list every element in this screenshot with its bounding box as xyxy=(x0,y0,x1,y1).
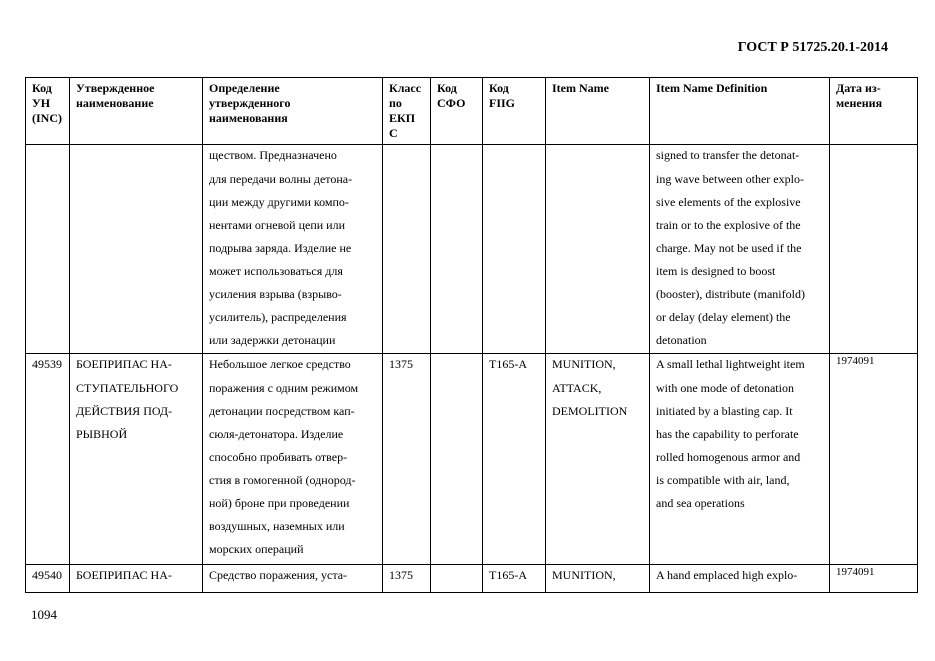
header-line: УН xyxy=(32,96,51,110)
header-line: утвержденного xyxy=(209,96,291,110)
date-cell xyxy=(830,145,918,354)
column-sfo-header xyxy=(431,78,483,145)
text-line: ществом. Предназначено xyxy=(209,148,337,162)
text-line: или задержки детонации xyxy=(209,333,336,347)
cell-content xyxy=(203,354,382,561)
date-cell xyxy=(830,354,918,565)
definition-cell xyxy=(203,354,383,565)
inc-cell xyxy=(26,145,70,354)
header-line: наименования xyxy=(209,111,288,125)
text-line: item is designed to boost xyxy=(656,264,776,278)
text-line: БОЕПРИПАС НА- xyxy=(76,357,172,371)
cell-content xyxy=(830,565,917,580)
name-cell xyxy=(70,354,203,565)
cell-content xyxy=(203,565,382,588)
class-cell xyxy=(383,145,431,354)
cell-content xyxy=(383,354,430,377)
text-line: sive elements of the explosive xyxy=(656,195,801,209)
text-line: signed to transfer the detonat- xyxy=(656,148,800,162)
cell-content xyxy=(650,354,829,515)
text-line: detonation xyxy=(656,333,707,347)
definition-cell xyxy=(203,565,383,593)
cell-content xyxy=(546,354,649,423)
text-line: ДЕЙСТВИЯ ПОД- xyxy=(76,404,173,418)
text-line: ATTACK, xyxy=(552,381,602,395)
header-line: Класс xyxy=(389,81,422,95)
cell-content xyxy=(830,354,917,369)
text-line: rolled homogenous armor and xyxy=(656,450,801,464)
nomenclature-table xyxy=(25,77,918,593)
table-row xyxy=(26,145,918,354)
date-cell xyxy=(830,565,918,593)
cell-content xyxy=(26,565,69,588)
text-line: воздушных, наземных или xyxy=(209,519,345,533)
fiig-cell xyxy=(483,565,546,593)
text-line: or delay (delay element) the xyxy=(656,310,791,324)
header-line: Утвержденное xyxy=(76,81,155,95)
text-line: может использоваться для xyxy=(209,264,343,278)
header-line: по xyxy=(389,96,402,110)
item-name-cell xyxy=(546,565,650,593)
text-line: усиления взрыва (взрыво- xyxy=(209,287,342,301)
cell-content xyxy=(483,565,545,588)
column-item-definition-header xyxy=(650,78,830,145)
fiig-cell xyxy=(483,354,546,565)
sfo-cell xyxy=(431,565,483,593)
header-line: Код xyxy=(32,81,52,95)
text-line: 49540 xyxy=(32,568,62,582)
cell-content xyxy=(650,565,829,588)
cell-content xyxy=(70,354,202,446)
fiig-cell xyxy=(483,145,546,354)
text-line: сюля-детонатора. Изделие xyxy=(209,427,344,441)
text-line: 1375 xyxy=(389,357,413,371)
text-line: детонации посредством кап- xyxy=(209,404,355,418)
text-line: is compatible with air, land, xyxy=(656,473,790,487)
text-line: has the capability to perforate xyxy=(656,427,799,441)
header-line: Код xyxy=(437,81,457,95)
text-line: MUNITION, xyxy=(552,357,616,371)
text-line: 49539 xyxy=(32,357,62,371)
cell-content xyxy=(203,145,382,352)
name-cell xyxy=(70,565,203,593)
text-line: БОЕПРИПАС НА- xyxy=(76,568,172,582)
column-definition-header xyxy=(203,78,383,145)
text-line: with one mode of detonation xyxy=(656,381,794,395)
column-fiig-header xyxy=(483,78,546,145)
page-number: 1094 xyxy=(31,607,57,622)
text-line: ции между другими компо- xyxy=(209,195,349,209)
cell-content xyxy=(650,145,829,352)
text-line: усилитель), распределения xyxy=(209,310,347,324)
text-line: charge. May not be used if the xyxy=(656,241,802,255)
header-line: наименование xyxy=(76,96,154,110)
cell-content xyxy=(26,354,69,377)
header-line: (INC) xyxy=(32,111,62,125)
header-line: Код xyxy=(489,81,509,95)
text-line: Средство поражения, уста- xyxy=(209,568,348,582)
header-row xyxy=(26,78,918,145)
text-line: морских операций xyxy=(209,542,304,556)
text-line: (booster), distribute (manifold) xyxy=(656,287,805,301)
header-line: Item Name Definition xyxy=(656,81,768,95)
header-line: СФО xyxy=(437,96,466,110)
text-line: T165-A xyxy=(489,357,527,371)
header-line: FIIG xyxy=(489,96,516,110)
document-code: ГОСТ Р 51725.20.1-2014 xyxy=(737,40,888,55)
table-row xyxy=(26,565,918,593)
cell-content xyxy=(546,565,649,588)
header-line: менения xyxy=(836,96,883,110)
class-cell xyxy=(383,354,431,565)
sfo-cell xyxy=(431,145,483,354)
name-cell xyxy=(70,145,203,354)
text-line: нентами огневой цепи или xyxy=(209,218,346,232)
text-line: подрыва заряда. Изделие не xyxy=(209,241,352,255)
header-line: Item Name xyxy=(552,81,609,95)
cell-content xyxy=(70,565,202,588)
column-date-header xyxy=(830,78,918,145)
header-line: С xyxy=(389,126,398,140)
text-line: T165-A xyxy=(489,568,527,582)
header-line: Дата из- xyxy=(836,81,881,95)
inc-cell xyxy=(26,565,70,593)
sfo-cell xyxy=(431,354,483,565)
header-line: ЕКП xyxy=(389,111,416,125)
item-definition-cell xyxy=(650,565,830,593)
item-definition-cell xyxy=(650,354,830,565)
text-line: поражения с одним режимом xyxy=(209,381,359,395)
class-cell xyxy=(383,565,431,593)
text-line: train or to the explosive of the xyxy=(656,218,801,232)
table-row xyxy=(26,354,918,565)
text-line: DEMOLITION xyxy=(552,404,628,418)
text-line: MUNITION, xyxy=(552,568,616,582)
text-line: для передачи волны детона- xyxy=(209,172,353,186)
text-line: ной) броне при проведении xyxy=(209,496,350,510)
inc-cell xyxy=(26,354,70,565)
text-line: Небольшое легкое средство xyxy=(209,357,351,371)
cell-content xyxy=(383,565,430,588)
header-line: Определение xyxy=(209,81,280,95)
text-line: СТУПАТЕЛЬНОГО xyxy=(76,381,179,395)
text-line: ing wave between other explo- xyxy=(656,172,804,186)
text-line: 1375 xyxy=(389,568,413,582)
item-definition-cell xyxy=(650,145,830,354)
text-line: 1974091 xyxy=(836,355,875,367)
cell-content xyxy=(483,354,545,377)
text-line: 1974091 xyxy=(836,566,875,578)
text-line: РЫВНОЙ xyxy=(76,427,128,441)
text-line: стия в гомогенной (однород- xyxy=(209,473,356,487)
item-name-cell xyxy=(546,354,650,565)
column-name-header xyxy=(70,78,203,145)
column-item-name-header xyxy=(546,78,650,145)
item-name-cell xyxy=(546,145,650,354)
text-line: A hand emplaced high explo- xyxy=(656,568,798,582)
definition-cell xyxy=(203,145,383,354)
text-line: способно пробивать отвер- xyxy=(209,450,348,464)
column-class-header xyxy=(383,78,431,145)
column-inc-header xyxy=(26,78,70,145)
text-line: and sea operations xyxy=(656,496,745,510)
text-line: A small lethal lightweight item xyxy=(656,357,805,371)
text-line: initiated by a blasting cap. It xyxy=(656,404,793,418)
